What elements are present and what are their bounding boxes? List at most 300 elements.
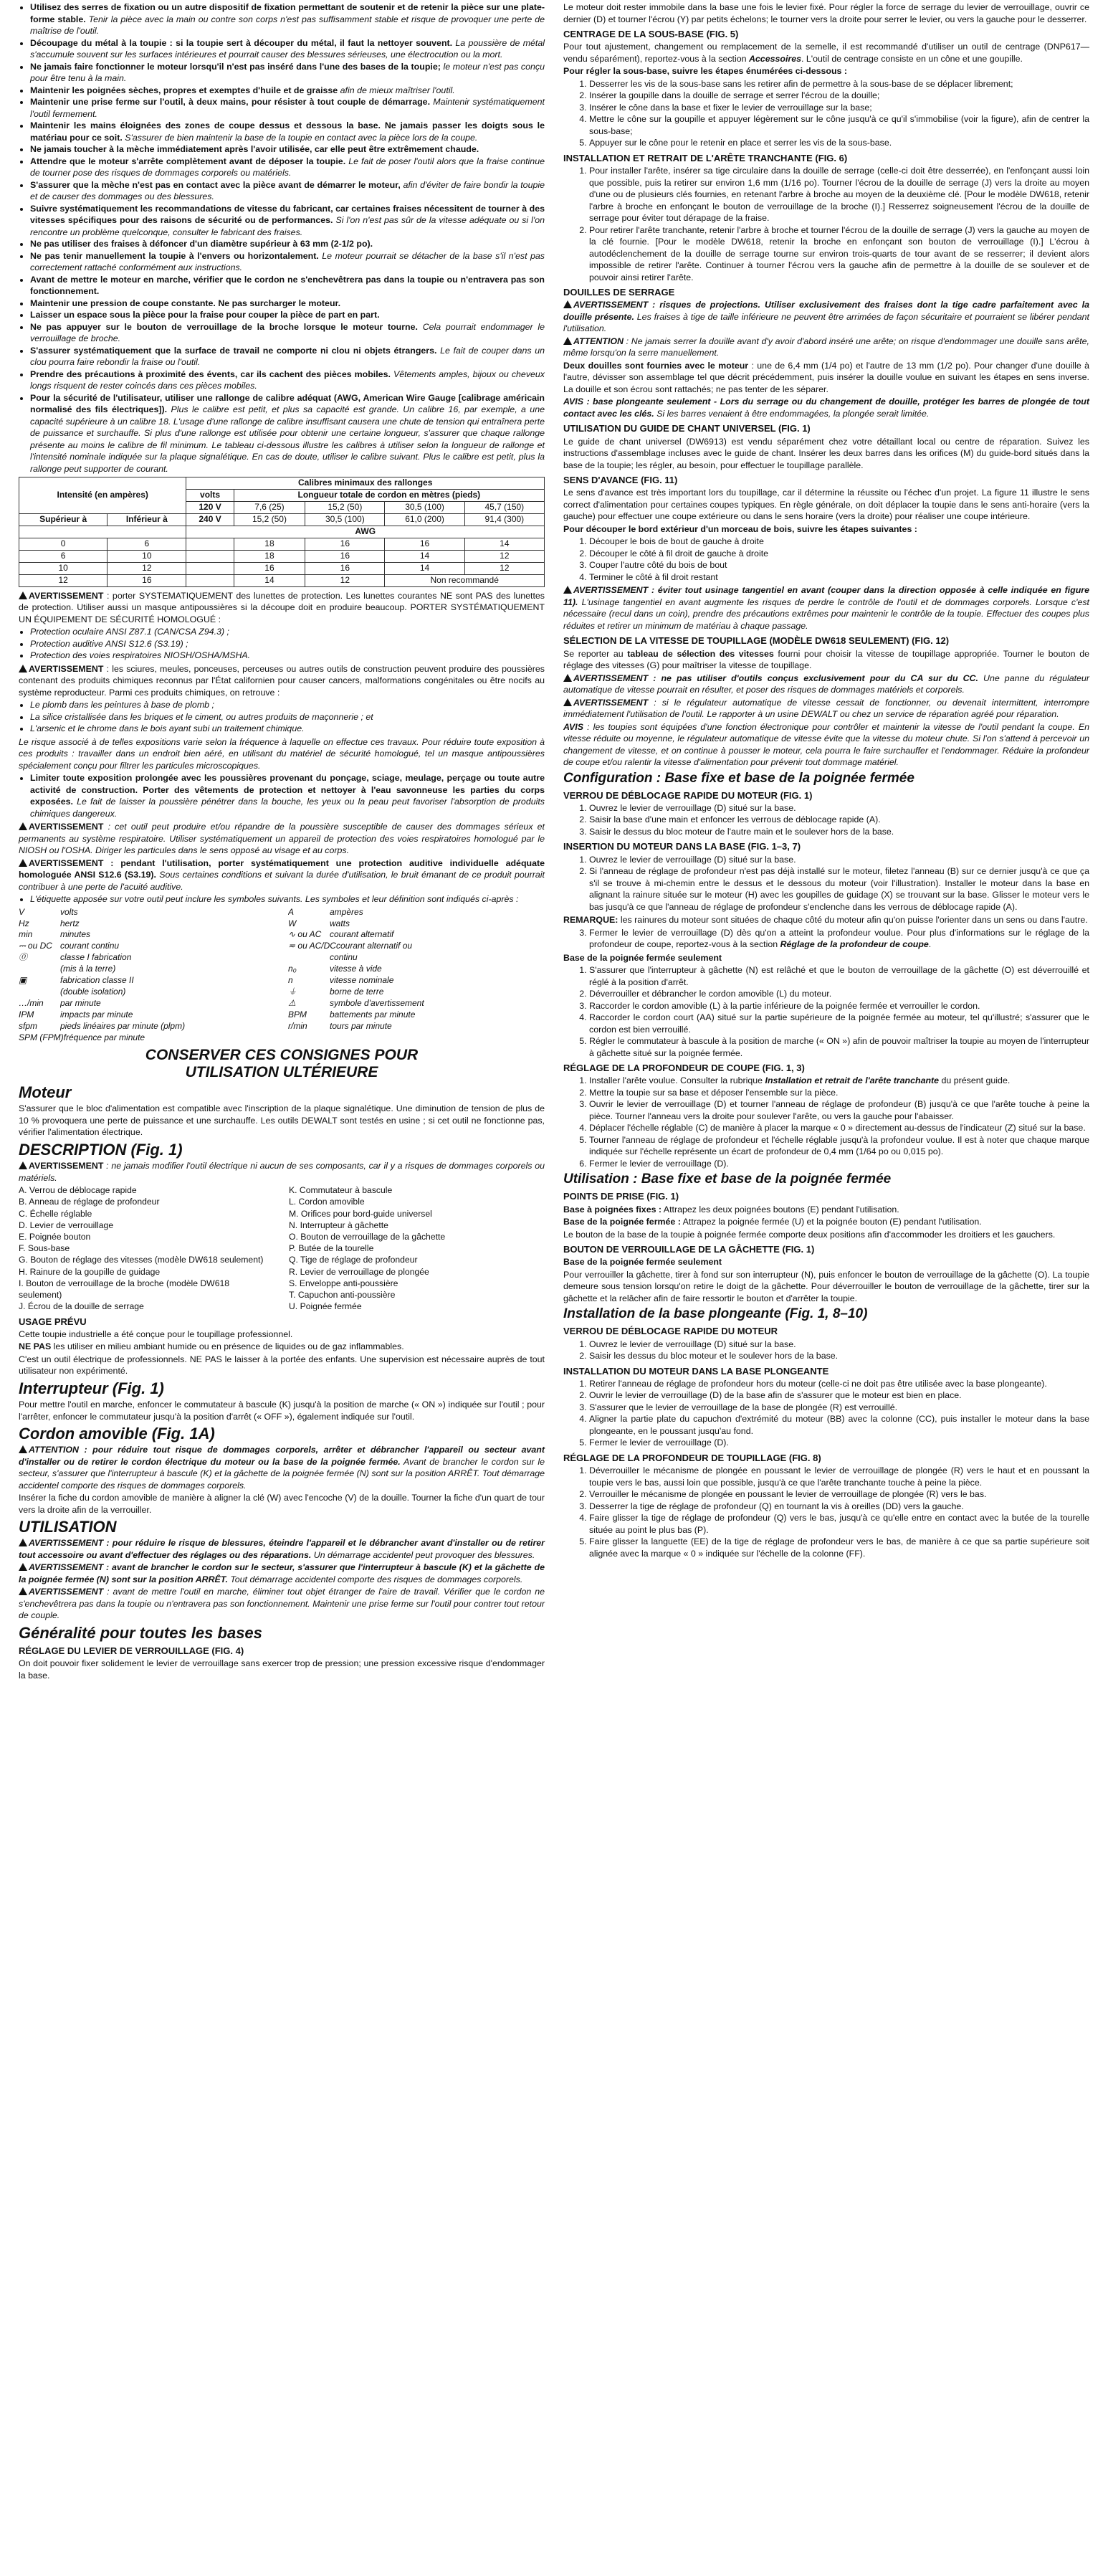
safety-rule-bold: Prendre des précautions à proximité des évents, car ils cachent des pièces mobiles. — [30, 369, 391, 379]
warning-text: L'usinage tangentiel en avant augmente les risques de perdre le contrôle de l'outil et de dommages corporels. Lorsque c'est nécessaire (recul dans un coin), prendre des précautions extrêmes pour maintenir le contrôle de la toupie. Effectuer des coupes plus réduites et retirer un minimum de matériau à chaque passage. — [563, 597, 1089, 631]
symbol-row — [288, 952, 545, 964]
list-item: 3. Couper l'autre côté du bois de bout — [589, 559, 1089, 571]
warning-text: Sous certaines conditions et suivant la durée d'utilisation, le bruit émanant de ce produit pourrait contribuer à une perte de l'acuité auditive. — [19, 870, 545, 892]
symbol: …/min — [19, 998, 44, 1009]
safety-rule — [30, 345, 545, 369]
symbol: sfpm — [19, 1021, 38, 1032]
table-spacer — [19, 526, 186, 538]
outer-steps — [563, 536, 1089, 583]
bold-text: AVIS — [563, 721, 583, 732]
safety-rule — [30, 37, 545, 61]
list-item: • Protection auditive ANSI S12.6 (S3.19) ; — [30, 638, 545, 650]
safety-rule-text: Vêtements amples, bijoux ou cheveux longs risquent de rester coincés dans ces pièces mobiles. — [30, 369, 545, 391]
safety-rule — [30, 85, 545, 97]
safety-rule — [30, 120, 545, 143]
safety-rule-bold: Maintenir les mains éloignées des zones de coupe dessus et dessous la base. Ne jamais passer les doigts sous le matériau pour ce soit. — [30, 120, 545, 143]
list-item: 1. Ouvrez le levier de verrouillage (D) situé sur la base. — [589, 854, 1089, 866]
list-item: 1. Desserrer les vis de la sous-base sans les retirer afin de permettre à la sous-base de se déplacer librement; — [589, 78, 1089, 90]
trigger-title: BOUTON DE VERROUILLAGE DE LA GÂCHETTE (FIG. 1) — [563, 1244, 815, 1255]
insert-steps — [563, 854, 1089, 913]
symbol-definition: classe I fabrication — [60, 952, 132, 963]
list-item: 1. Ouvrez le levier de verrouillage (D) situé sur la base. — [589, 802, 1089, 814]
list-item: 2. Saisir les dessus du bloc moteur et le soulever hors de la base. — [589, 1350, 1089, 1362]
list-item: 3. Insérer le cône dans la base et fixer le levier de verrouillage sur la base; — [589, 102, 1089, 114]
table-cell: 14 — [234, 574, 305, 586]
body-text: Attrapez les deux poignées boutons (E) pendant l'utilisation. — [662, 1204, 899, 1215]
part-item: U. Poignée fermée — [289, 1301, 362, 1312]
safety-rule-bold: Découpage du métal à la toupie : si la toupie sert à découper du métal, il faut la nettoyer souvent. — [30, 37, 453, 48]
symbol-row — [19, 987, 275, 998]
section-title-cordon: Cordon amovible (Fig. 1A) — [19, 1425, 215, 1443]
body-text: Installer l'arête voulue. Consulter la rubrique — [589, 1075, 765, 1086]
table-cell: 6 — [108, 538, 186, 550]
list-item: 2. Verrouiller le mécanisme de plongée en poussant le levier de verrouillage de plongée (R) vers le bas. — [589, 1488, 1089, 1501]
plunge-unlock-steps — [563, 1339, 1089, 1362]
table-row — [19, 550, 545, 562]
warning-icon — [19, 1161, 27, 1169]
list-item: 1. S'assurer que l'interrupteur à gâchette (N) est relâché et que le bouton de verrouillage de la gâchette (O) est déverrouillé et réglé à la position d'arrêt. — [589, 964, 1089, 988]
part-item: K. Commutateur à bascule — [289, 1185, 393, 1196]
left-column — [19, 1, 545, 1682]
table-length-header: Longueur totale de cordon en mètres (pieds) — [234, 489, 544, 501]
table-cell: 16 — [305, 538, 385, 550]
section-title-generalite: Généralité pour toutes les bases — [19, 1623, 262, 1642]
safety-rule-text: Le fait de poser l'outil alors que la fraise continue de tourner pose des risques de dommages corporels ou matériels. — [30, 156, 545, 178]
list-item: 1. Découper le bois de bout de gauche à droite — [589, 536, 1089, 548]
warning-text: : Ne jamais serrer la douille avant d'y avoir d'abord inséré une arête; on risque d'endommager une douille sans arête, même lorsqu'on la serre manuellement. — [563, 336, 1089, 358]
warning-icon — [19, 665, 27, 672]
warning-text: Une panne du régulateur automatique de vitesse pourrait en résulter, et poser des risques de dommages matériels et corporels. — [563, 672, 1089, 695]
part-item: N. Interrupteur à gâchette — [289, 1220, 388, 1230]
warning-label: AVERTISSEMENT — [29, 1161, 104, 1171]
list-item: 1. Déverrouiller le mécanisme de plongée en poussant le levier de verrouillage de plongée (R) vers le haut et en poussant la toupie vers le bas, aussi loin que possible, jusqu'à ce que l'arête tranchante touche à peine la pièce. — [589, 1465, 1089, 1488]
safety-rule-text: Plus le calibre est petit, et plus sa capacité est grande. Un calibre 16, par exemple, a une capacité supérieure à un calibre 18. L'usage d'une rallonge de calibre insuffisant causera une chute de tension qui entraînera perte de puissance et surchauffe. Si plus d'une rallonge est utilisée pour obtenir une certaine longueur, s'assurer que chaque rallonge présente au moins le calibre de fil minimum. Le tableau ci-dessous illustre les calibres à utiliser selon la longueur de rallonge et l'intensité nominale indiquée sur la plaque signalétique. En cas de doute, utiliser le calibre suivant. Plus le calibre est petit, plus la rallonge peut supporter de courant. — [30, 404, 545, 474]
safety-rule-bold: Attendre que le moteur s'arrête complètement avant de déposer la toupie. — [30, 156, 346, 166]
outer-title: Pour découper le bord extérieur d'un morceau de bois, suivre les étapes suivantes : — [563, 523, 917, 534]
warning-text: : avant de mettre l'outil en marche, éliminer tout objet étranger de l'aire de travail. Vérifier que le cordon ne s'enchevêtrera pas dans la toupie ou n'entravera pas son fonctionnement. Maintenir une prise ferme sur l'outil pour contrer tout retour de couple. — [19, 1587, 545, 1621]
title-line: CONSERVER CES CONSIGNES POUR — [145, 1047, 419, 1064]
grip-closed — [563, 1216, 1089, 1228]
unlock-title: VERROU DE DÉBLOCAGE RAPIDE DU MOTEUR (FIG. 1) — [563, 789, 813, 801]
table-cell: 12 — [464, 562, 544, 574]
warning-label: AVERTISSEMENT : éviter tout usinage tangentiel en avant (couper dans la direction opposée à celle indiquée en figure 11). — [563, 585, 1089, 607]
parts-right — [289, 1184, 545, 1312]
symbol-definition: symbole d'avertissement — [330, 998, 424, 1009]
safety-rule-bold: Ne pas appuyer sur le bouton de verrouillage de la broche lorsque le moteur tourne. — [30, 321, 418, 332]
list-item: • Protection oculaire ANSI Z87.1 (CAN/CSA Z94.3) ; — [30, 626, 545, 638]
keep-instructions-title — [19, 1047, 545, 1081]
table-cell: 14 — [464, 538, 544, 550]
description-warning — [19, 1160, 545, 1184]
part-item: L. Cordon amovible — [289, 1197, 365, 1207]
part-item: O. Bouton de verrouillage de la gâchette — [289, 1232, 446, 1242]
depth-steps — [563, 1075, 1089, 1169]
body-text: Attrapez la poignée fermée (U) et la poignée bouton (E) pendant l'utilisation. — [680, 1217, 982, 1227]
safety-rule-bold: S'assurer que la mèche n'est pas en contact avec la pièce avant de démarrer le moteur, — [30, 179, 401, 190]
depth-title: RÉGLAGE DE LA PROFONDEUR DE COUPE (FIG. 1, 3) — [563, 1063, 805, 1074]
closed-title: Base de la poignée fermée seulement — [563, 952, 722, 963]
symbol-definitions — [19, 907, 545, 1044]
safety-rule — [30, 61, 545, 85]
part-item: M. Orifices pour bord-guide universel — [289, 1208, 432, 1219]
list-item: • La silice cristallisée dans les briques et le ciment, ou autres produits de maçonnerie ; et — [30, 711, 545, 723]
symbol-row — [288, 998, 545, 1009]
warning-text: Tout démarrage accidentel comporte des risques de dommages corporels. — [227, 1574, 523, 1584]
install-title: INSTALLATION ET RETRAIT DE L'ARÊTE TRANCHANTE (FIG. 6) — [563, 152, 848, 163]
symbol-row — [19, 952, 275, 964]
safety-rule — [30, 238, 545, 250]
cord-warning — [19, 1444, 545, 1491]
list-item: 4. Déplacer l'échelle réglable (C) de manière à placer la marque « 0 » directement au-dessus de l'indicateur (Z) situé sur la base. — [589, 1122, 1089, 1134]
table-cell: 18 — [234, 538, 305, 550]
list-item: 3. S'assurer que le levier de verrouillage de la base de plongée (R) est verrouillé. — [589, 1402, 1089, 1414]
symbol-definition: vitesse nominale — [330, 975, 394, 986]
safety-rule — [30, 321, 545, 345]
symbol-row — [19, 918, 275, 930]
table-cell: 15,2 (50) — [234, 513, 305, 526]
warning-respiratory — [19, 821, 545, 857]
symbol: IPM — [19, 1009, 34, 1020]
label-intro-list — [19, 893, 545, 906]
symbol-definition: watts — [330, 918, 350, 928]
part-item: A. Verrou de déblocage rapide — [19, 1185, 137, 1196]
collet-note — [563, 396, 1089, 419]
symbol-row — [288, 918, 545, 930]
advance-title: SENS D'AVANCE (FIG. 11) — [563, 475, 678, 486]
usage-title: USAGE PRÉVU — [19, 1316, 87, 1327]
list-item: 5. Appuyer sur le cône pour le retenir en place et serrer les vis de la sous-base. — [589, 137, 1089, 149]
part-item: D. Levier de verrouillage — [19, 1220, 114, 1230]
table-cell: 12 — [19, 574, 108, 586]
list-item: 4. Aligner la partie plate du capuchon d'extrémité du moteur (BB) avec la colonne (CC), puis installer le moteur dans la base plongeante, en le poussant jusqu'au fond. — [589, 1413, 1089, 1437]
symbol-definition: vitesse à vide — [330, 964, 382, 974]
warning-label: AVERTISSEMENT — [29, 822, 104, 832]
bold-text: Accessoires — [748, 53, 801, 64]
bold-text: Base à poignées fixes : — [563, 1204, 662, 1215]
plunge-install-steps — [563, 1378, 1089, 1449]
list-item: 2. Saisir la base d'une main et enfoncer les verrous de déblocage rapide (A). — [589, 814, 1089, 826]
list-item: 4. Faire glisser la tige de réglage de profondeur (Q) vers le bas, jusqu'à ce qu'elle entre en contact avec la butée de la tourelle située au point le plus bas (P). — [589, 1512, 1089, 1536]
table-volt-label: 120 V — [186, 501, 234, 513]
symbol-row — [288, 987, 545, 998]
bold-text: Réglage de la profondeur de coupe — [780, 939, 929, 950]
part-item: F. Sous-base — [19, 1243, 70, 1254]
safety-rule-text: La poussière de métal s'accumule souvent sur les surfaces intérieures et pourrait causer des blessures sérieuses, une électrocution ou la mort. — [30, 37, 545, 60]
list-item: 2. Déverrouiller et débrancher le cordon amovible (L) du moteur. — [589, 988, 1089, 1000]
safety-rule-text: afin d'éviter de faire bondir la toupie et de causer des dommages ou des blessures. — [30, 179, 545, 201]
section-title-plunge: Installation de la base plongeante (Fig. 1, 8–10) — [563, 1306, 868, 1322]
warning-icon — [563, 674, 572, 682]
list-item: 1. Ouvrez le levier de verrouillage (D) situé sur la base. — [589, 1339, 1089, 1351]
symbol-definition: continu — [330, 952, 358, 963]
body-text: Se reporter au — [563, 648, 628, 659]
table-cell: 16 — [108, 574, 186, 586]
table-cell: Non recommandé — [385, 574, 545, 586]
lever-title: RÉGLAGE DU LEVIER DE VERROUILLAGE (FIG. 4) — [19, 1645, 244, 1657]
install-steps — [563, 165, 1089, 283]
safety-rule — [30, 96, 545, 120]
insert-title: INSERTION DU MOTEUR DANS LA BASE (FIG. 1–3, 7) — [563, 841, 801, 852]
plunge-install-title: INSTALLATION DU MOTEUR DANS LA BASE PLONGEANTE — [563, 1365, 829, 1377]
unlock-steps — [563, 802, 1089, 838]
warning-icon — [563, 337, 572, 345]
right-column — [563, 1, 1089, 1561]
table-intensity-header: Intensité (en ampères) — [19, 477, 186, 514]
safety-rule — [30, 250, 545, 274]
table-cell: 30,5 (100) — [305, 513, 385, 526]
list-item: 1. Pour installer l'arête, insérer sa tige circulaire dans la douille de serrage (celle-ci doit être desserrée), en l'enfonçant aussi loin que possible, puis la retirer sur environ 1,6 mm (1/16 po). Tourner l'écrou de la douille de serrage (J) vers la droite au moyen d'une ou de plusieurs clés fournies, en retenant l'arbre à broche au moyen de la deuxième clé. [Pour le modèle DW618, retenir l'arbre à broche en enfonçant le bouton de verrouillage de la broche (I).] Resserrez soigneusement l'écrou de la douille de serrage pour éviter tout dérapage de la fraise. — [589, 165, 1089, 224]
body-text: Pour tout ajustement, changement ou remplacement de la semelle, il est recommandé d'utiliser un outil de centrage (DNP617—vendu séparément), reportez-vous à la section — [563, 42, 1089, 64]
lever-continued: Le moteur doit rester immobile dans la base une fois le levier fixé. Pour régler la force de serrage du levier de verrouillage, ouvrir ce dernier (D) et tourner l'écrou (Y) par petits échelons; le tourner vers la droite pour serrer le levier, ou vers la gauche pour le desserrer. — [563, 2, 1089, 24]
warning-text: Les fraises à tige de taille inférieure ne peuvent être arrimées de façon sécuritaire et pourraient se libérer pendant l'utilisation. — [563, 311, 1089, 334]
grip-title: POINTS DE PRISE (FIG. 1) — [563, 1191, 679, 1202]
safety-rule-bold: Maintenir une pression de coupe constante. Ne pas surcharger le moteur. — [30, 298, 341, 308]
collet-attention — [563, 336, 1089, 359]
list-item: • Protection des voies respiratoires NIOSH/OSHA/MSHA. — [30, 650, 545, 662]
symbols-left — [19, 907, 275, 1044]
center-text — [563, 41, 1089, 65]
body-text: les rainures du moteur sont situées de chaque côté du moteur afin qu'on puisse l'orienter dans un sens ou dans l'autre. — [618, 915, 1088, 926]
plunge-depth-steps — [563, 1465, 1089, 1559]
safety-rule — [30, 309, 545, 321]
table-cell: 16 — [305, 550, 385, 562]
symbol-definition: courant alternatif ou — [335, 941, 413, 951]
advance-text: Le sens d'avance est très important lors du toupillage, car il détermine la réussite ou l'échec d'un projet. La figure 11 illustre le sens correct d'alimentation pour certaines coupes typiques. En règle générale, on doit déplacer la toupie dans le sens anti-horaire (vers la gauche) pour effectuer une coupe extérieure ou dans le sens horaire (vers la droite) pour réaliser une coupe intérieure. — [563, 488, 1089, 522]
warning-icon — [563, 698, 572, 706]
safety-rule — [30, 179, 545, 203]
symbol: A — [288, 906, 295, 917]
symbol: min — [19, 929, 33, 940]
label-intro: • L'étiquette apposée sur votre outil peut inclure les symboles suivants. Les symboles et leur définition sont indiqués ci-après : — [30, 893, 545, 906]
list-item — [30, 772, 545, 819]
bold-text: Base de la poignée fermée : — [563, 1217, 681, 1227]
symbol: ⚠ — [288, 998, 296, 1009]
section-title-moteur: Moteur — [19, 1083, 72, 1102]
table-volts-header: volts — [186, 489, 234, 501]
warning-label: AVERTISSEMENT — [29, 590, 104, 601]
warning-text: : ne jamais modifier l'outil électrique ni aucun de ses composants, car il y a risques de dommages corporels ou matériels. — [19, 1161, 545, 1183]
bold-text: Installation et retrait de l'arête tranchante — [765, 1075, 940, 1086]
symbol: V — [19, 906, 25, 917]
usage-line: Cette toupie industrielle a été conçue pour le toupillage professionnel. — [19, 1329, 293, 1339]
table-cell: 10 — [19, 562, 108, 574]
list-item: 4. Terminer le côté à fil droit restant — [589, 571, 1089, 584]
part-item: J. Écrou de la douille de serrage — [19, 1301, 144, 1312]
warning-icon — [19, 1539, 27, 1546]
lever-text: On doit pouvoir fixer solidement le levier de verrouillage sans exercer trop de pression; une pression excessive risque d'endommager la base. — [19, 1658, 545, 1681]
warning-hearing — [19, 857, 545, 893]
center-title: CENTRAGE DE LA SOUS-BASE (FIG. 5) — [563, 29, 739, 39]
safety-rule — [30, 1, 545, 37]
safety-rule-text: Le fait de couper dans un clou pourra faire rebondir la fraise ou l'outil. — [30, 345, 545, 367]
closed-steps — [563, 964, 1089, 1059]
list-item: 2. Si l'anneau de réglage de profondeur n'est pas déjà installé sur le moteur, filetez l'anneau (B) sur ce dernier jusqu'à ce que ça s'il se trouve à mi-chemin entre le dessus et le dessous du moteur (voir l'illustration). Installer le moteur dans la base en alignant la rainure située sur le moteur (H) avec les goupilles de guidage (X) se trouvant sur la base. Glisser le moteur vers le bas jusqu'à ce que l'anneau de réglage de profondeur s'enclenche dans les verrous de déblocage rapide (A). — [589, 865, 1089, 913]
title-line: UTILISATION ULTÉRIEURE — [185, 1064, 378, 1081]
warning-label: AVERTISSEMENT — [29, 1587, 104, 1597]
list-item: 3. Ouvrir le levier de verrouillage (D) et tourner l'anneau de réglage de profondeur (B) jusqu'à ce que l'arête touche à peine la pièce. Tourner l'anneau vers la droite pour soulever l'arête, ou vers la gauche pour l'abaisser. — [589, 1098, 1089, 1122]
risk-paragraph: Le risque associé à de telles expositions varie selon la fréquence à laquelle on effectue ces travaux. Pour réduire toute exposition à ces produits : travailler dans un endroit bien aéré, en utilisant du matériel de sécurité homologué, tel un masque antipoussières spécialement conçu pour filtrer les particules microscopiques. — [19, 736, 545, 771]
list-item: 2. Ouvrir le levier de verrouillage (D) de la base afin de s'assurer que le moteur est bien en place. — [589, 1389, 1089, 1402]
safety-rule-bold: Ne jamais toucher à la mèche immédiatement après l'avoir utilisée, car elle peut être extrêmement chaude. — [30, 144, 479, 154]
body-text: Si les barres venaient à être endommagées, la plongée serait limitée. — [654, 408, 930, 419]
safety-rule-text: Cela pourrait endommager le verrouillage de broche. — [30, 321, 545, 343]
warning-icon — [19, 822, 27, 830]
plunge-unlock-title: VERROU DE DÉBLOCAGE RAPIDE DU MOTEUR — [563, 1326, 778, 1337]
outer-warning — [563, 584, 1089, 632]
collet-title: DOUILLES DE SERRAGE — [563, 287, 675, 298]
table-cell: 15,2 (50) — [305, 501, 385, 513]
list-item: 4. Raccorder le cordon court (AA) situé sur la partie supérieure de la poignée fermée au moteur, tel qu'illustré; s'assurer que le cordon est bien verrouillé. — [589, 1012, 1089, 1035]
warning-label: AVERTISSEMENT : avant de brancher le cordon sur le secteur, s'assurer que l'interrupteur à bascule (K) et la gâchette de la poignée fermée (N) sont sur la position ARRÊT. — [19, 1562, 545, 1584]
section-title-utilisation: UTILISATION — [19, 1518, 117, 1536]
part-item: G. Bouton de réglage des vitesses (modèle DW618 seulement) — [19, 1255, 264, 1265]
bold-text: Deux douilles sont fournies avec le moteur — [563, 360, 749, 371]
usage-line: C'est un outil électrique de professionnels. NE PAS le laisser à la portée des enfants. Une supervision est nécessaire auprès de tout utilisateur non expérimenté. — [19, 1354, 545, 1377]
symbol-definition: impacts par minute — [60, 1009, 133, 1020]
list-item: 3. Fermer le levier de verrouillage (D) dès qu'on a atteint la profondeur voulue. Pour plus d'informations sur le réglage de la profondeur de coupe, reportez-vous à la section Réglage de la profondeur de coupe. — [589, 927, 1089, 951]
table-spacer-cell — [186, 562, 234, 574]
safety-rule-bold: Pour la sécurité de l'utilisateur, utiliser une rallonge de calibre adéquat (AWG, American Wire Gauge [calibrage américain normalisé des fils électriques]). — [30, 392, 545, 414]
bold-text: tableau de sélection des vitesses — [627, 648, 774, 659]
table-cell: 45,7 (150) — [464, 501, 544, 513]
warning-goggles — [19, 590, 545, 626]
table-cell: 12 — [305, 574, 385, 586]
safety-rules-list — [19, 1, 545, 475]
part-item: Q. Tige de réglage de profondeur — [289, 1255, 418, 1265]
list-item: 5. Régler le commutateur à bascule à la position de marche (« ON ») afin de pouvoir maîtriser la toupie au moyen de l'interrupteur à gâchette situé sur la poignée fermée. — [589, 1035, 1089, 1059]
body-text: les utiliser en milieu ambiant humide ou en présence de liquides ou de gaz inflammables. — [51, 1341, 404, 1352]
symbol: n — [288, 975, 293, 986]
part-item: S. Enveloppe anti-poussière — [289, 1278, 398, 1288]
safety-rule — [30, 392, 545, 475]
table-cell: 16 — [234, 562, 305, 574]
table-cell: 14 — [385, 562, 464, 574]
part-item: T. Capuchon anti-poussière — [289, 1290, 396, 1301]
moteur-text: S'assurer que le bloc d'alimentation est compatible avec l'inscription de la plaque signalétique. Une diminution de tension de plus de 10 % provoquera une perte de puissance et une surchauffe. Les outils DEWALT sont testés en usine ; si cet outil ne fonctionne pas, vérifier l'alimentation électrique. — [19, 1103, 545, 1138]
chemicals-list — [19, 699, 545, 735]
table-cell: 30,5 (100) — [385, 501, 464, 513]
table-cell: 12 — [108, 562, 186, 574]
warning-label: ATTENTION — [573, 336, 624, 346]
grip-text: Le bouton de la base de la toupie à poignée fermée comporte deux positions afin d'accommoder les droitiers et les gauchers. — [563, 1229, 1056, 1240]
list-item: 6. Fermer le levier de verrouillage (D). — [589, 1158, 1089, 1170]
table-volt-label: 240 V — [186, 513, 234, 526]
symbol: ∿ ou AC — [288, 929, 322, 940]
part-item: I. Bouton de verrouillage de la broche (modèle DW618 seulement) — [19, 1278, 230, 1301]
symbol: ▣ — [19, 975, 27, 986]
parts-left — [19, 1184, 274, 1312]
safety-rule-bold: S'assurer systématiquement que la surface de travail ne comporte ni clou ni objets étrangers. — [30, 345, 437, 356]
table-cell: 91,4 (300) — [464, 513, 544, 526]
table-row — [19, 562, 545, 574]
symbol-definition: pieds linéaires par minute (plpm) — [60, 1021, 186, 1032]
list-item — [589, 1075, 1089, 1087]
section-title-utilisation-2: Utilisation : Base fixe et base de la poignée fermée — [563, 1171, 892, 1187]
safety-rule — [30, 274, 545, 298]
symbol — [19, 964, 60, 975]
symbol-row — [288, 1021, 545, 1032]
symbol-row — [288, 1009, 545, 1021]
symbol-row — [19, 998, 275, 1009]
util-warning — [19, 1586, 545, 1622]
util-warning — [19, 1537, 545, 1561]
table-cell: 16 — [305, 562, 385, 574]
warning-label: AVERTISSEMENT : pour réduire le risque de blessures, éteindre l'appareil et le débrancher avant d'installer ou de retirer tout accessoire ou avant d'effectuer des réglages ou des réparations. — [19, 1538, 545, 1560]
safety-rule — [30, 156, 545, 179]
symbol — [19, 987, 60, 998]
safety-rule-text: Le moteur pourrait se détacher de la base s'il n'est pas correctement rattaché conformément aux instructions. — [30, 250, 545, 272]
table-awg-header: AWG — [186, 526, 545, 538]
list-item: • Le plomb dans les peintures à base de plomb ; — [30, 699, 545, 711]
symbol: Hz — [19, 918, 29, 928]
warning-text: : cet outil peut produire et/ou répandre de la poussière susceptible de causer des dommages sérieux et permanents au système respiratoire. Utiliser systématiquement un appareil de protection des voies respiratoires homologué par le NIOSH ou l'OSHA. Diriger les particules dans le sens opposé au visage et au corps. — [19, 822, 545, 856]
symbol-row — [19, 1009, 275, 1021]
table-cell: 14 — [385, 550, 464, 562]
speed-title: SÉLECTION DE LA VITESSE DE TOUPILLAGE (MODÈLE DW618 SEULEMENT) (FIG. 12) — [563, 635, 950, 647]
trigger-text: Pour verrouiller la gâchette, tirer à fond sur son interrupteur (N), puis enfoncer le bouton de verrouillage de la gâchette (O). La toupie demeure sous tension lorsqu'on retire le doigt de la gâchette. Pour déverrouiller le bouton de verrouillage de la gâchette, tirer sur la gâchette et la relâcher afin de faire ressortir le bouton et d'arrêter la toupie. — [563, 1269, 1089, 1303]
grip-fixed — [563, 1204, 1089, 1216]
guide-title: UTILISATION DU GUIDE DE CHANT UNIVERSEL (FIG. 1) — [563, 423, 811, 434]
warning-icon — [19, 1587, 27, 1595]
body-text: du présent guide. — [939, 1075, 1011, 1086]
list-item: 2. Insérer la goupille dans la douille de serrage et serrer l'écrou de la douille; — [589, 90, 1089, 102]
usage-line — [19, 1341, 545, 1353]
parts-list — [19, 1184, 545, 1312]
safety-rule — [30, 143, 545, 156]
list-item: 3. Desserrer la tige de réglage de profondeur (Q) en tournant la vis à oreilles (DD) vers la gauche. — [589, 1501, 1089, 1513]
warning-text: Avant de brancher le cordon sur le secteur, s'assurer que l'interrupteur à bascule (K) et la gâchette de la poignée fermée (N) sont sur la position ARRÊT. Tout démarrage accidentel comporte des risques de dommages corporels. — [19, 1456, 545, 1491]
symbol-definition: (mis à la terre) — [60, 964, 116, 974]
warning-icon — [19, 1445, 27, 1453]
safety-rule-bold: Suivre systématiquement les recommandations de vitesse du fabricant, car certaines fraises nécessitent de tourner à des vitesses spécifiques pour des raisons de sécurité ou de performances. — [30, 203, 545, 225]
safety-rule-bold: Maintenir une prise ferme sur l'outil, à deux mains, pour résister à tout couple de démarrage. — [30, 97, 431, 107]
part-item: R. Levier de verrouillage de plongée — [289, 1266, 429, 1277]
symbol-row — [19, 907, 275, 918]
symbol-row — [19, 1032, 275, 1044]
safety-rule-bold: Avant de mettre le moteur en marche, vérifier que le cordon ne s'enchevêtrera pas dans la toupie ou n'entravera pas son fonctionnement. — [30, 274, 545, 296]
symbol-definition: volts — [60, 906, 78, 917]
symbol-row — [288, 975, 545, 987]
safety-rule-text: le moteur n'est pas conçu pour être tenu à la main. — [30, 61, 545, 83]
bold-text: NE PAS — [19, 1341, 52, 1352]
speed-warning — [563, 697, 1089, 721]
section-title-interrupteur: Interrupteur (Fig. 1) — [19, 1379, 164, 1397]
section-title-description: DESCRIPTION (Fig. 1) — [19, 1140, 183, 1159]
list-item: 2. Mettre la toupie sur sa base et déposer l'ensemble sur la pièce. — [589, 1087, 1089, 1099]
table-cell: 10 — [108, 550, 186, 562]
symbol-row — [288, 941, 545, 952]
extension-cord-table — [19, 477, 545, 587]
symbol: n₀ — [288, 964, 297, 974]
safety-rule-text: Maintenir systématiquement l'outil fermement. — [30, 97, 545, 119]
symbol-row — [19, 964, 275, 975]
table-awg-rows — [19, 538, 545, 586]
center-steps-title: Pour régler la sous-base, suivre les étapes énumérées ci-dessous : — [563, 66, 847, 77]
symbol-row — [19, 975, 275, 987]
body-text: Fermer le levier de verrouillage (D) dès qu'on a atteint la profondeur voulue. Pour plus d'informations sur le réglage de la profondeur de coupe, reportez-vous à la section — [589, 927, 1089, 950]
part-item: P. Butée de la tourelle — [289, 1243, 374, 1254]
body-text: . L'outil de centrage consiste en un cône et une goupille. — [801, 53, 1023, 64]
table-sup-header: Supérieur à — [19, 513, 108, 526]
body-text: fourni pour choisir la vitesse de toupillage appropriée. Tourner le bouton de réglage des vitesses (G) pour maîtriser la vitesse de toupillage. — [563, 648, 1090, 671]
symbol-row — [288, 964, 545, 975]
warning-label: AVERTISSEMENT : ne pas utiliser d'outils conçus exclusivement pour du CA sur du CC. — [573, 672, 978, 683]
bold-text: Limiter toute exposition prolongée avec les poussières provenant du ponçage, sciage, meulage, perçage ou toute autre activité de construction. Porter des vêtements de protection et nettoyer à l'eau savonneuse les parties du corps exposées. — [30, 773, 545, 807]
symbol: r/min — [288, 1021, 307, 1032]
table-cell: 12 — [464, 550, 544, 562]
list-item: 5. Fermer le levier de verrouillage (D). — [589, 1437, 1089, 1449]
collet-warning — [563, 299, 1089, 335]
